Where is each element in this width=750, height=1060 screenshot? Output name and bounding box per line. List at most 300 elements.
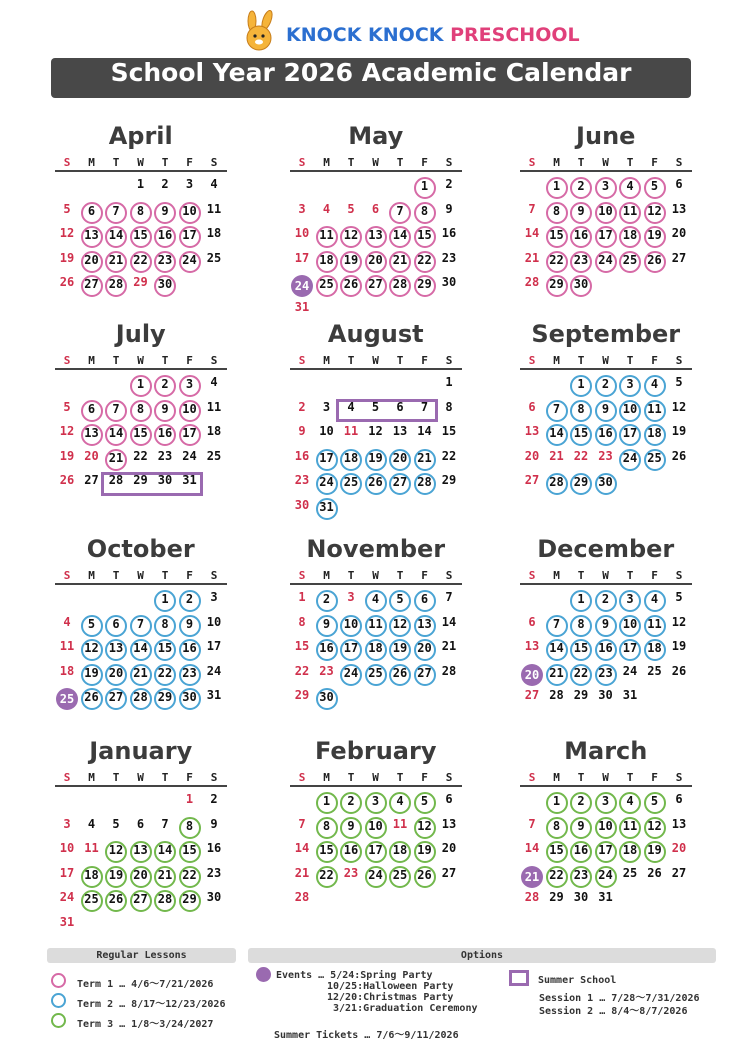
weekday-label: F [186,771,193,784]
weekday-label: W [602,569,609,582]
weekday-label: F [421,354,428,367]
calendar-day: 18 [389,841,411,863]
calendar-day: 19 [414,841,436,863]
month-name: April [108,122,173,150]
weekday-label: S [210,354,218,367]
calendar-day: 20 [524,448,540,463]
term3-swatch [51,1013,66,1028]
calendar-day: 1 [298,590,306,604]
calendar-day: 6 [81,202,103,224]
calendar-day: 23 [570,866,592,888]
calendar-day: 2 [316,590,338,612]
weekday-divider [290,583,462,585]
legend-options-title: Options [248,948,716,963]
calendar-day: 16 [179,639,201,661]
calendar-day: 3 [595,177,617,199]
calendar-day: 29 [179,890,201,912]
calendar-day: 17 [59,865,75,880]
calendar-day: 31 [206,688,222,702]
calendar-day: 18 [644,639,666,661]
calendar-day: 2 [298,399,306,414]
calendar-day: 10 [294,226,310,240]
school-logo [240,10,580,54]
calendar-day: 7 [105,202,127,224]
calendar-day: 20 [671,841,687,855]
calendar-day: 7 [546,400,568,422]
calendar-day: 12 [105,841,127,863]
weekday-label: M [88,354,95,367]
calendar-day: 15 [546,841,568,863]
calendar-day: 8 [130,400,152,422]
calendar-day: 12 [340,226,362,248]
calendar-day: 5 [347,201,355,216]
calendar-day: 9 [340,817,362,839]
calendar-day: 4 [210,177,218,191]
calendar-day: 5 [675,375,683,389]
calendar-day: 23 [570,251,592,273]
calendar-day: 20 [389,449,411,471]
calendar-day: 8 [546,817,568,839]
legend-session1: Session 1 … 7/28〜7/31/2026 [539,993,700,1004]
weekday-label: T [626,569,634,582]
month-august [290,320,470,514]
calendar-day: 8 [445,399,453,414]
calendar-day: 4 [322,201,331,216]
calendar-day: 27 [365,275,387,297]
calendar-day: 19 [59,448,75,463]
weekday-label: M [88,569,95,582]
weekday-label: F [651,569,658,582]
calendar-day: 27 [389,473,411,495]
month-name: February [315,737,437,765]
calendar-day: 27 [441,865,457,880]
calendar-day: 30 [316,688,338,710]
calendar-day: 22 [294,663,310,678]
weekday-label: W [137,771,144,784]
calendar-day: 1 [154,590,176,612]
calendar-day: 12 [59,424,75,438]
calendar-day: 30 [154,275,176,297]
calendar-day: 8 [570,400,592,422]
calendar-day: 1 [570,375,592,397]
calendar-day: 4 [365,590,387,612]
calendar-day: 11 [206,201,222,216]
weekday-divider [520,368,692,370]
weekday-label: T [161,569,169,582]
calendar-day: 12 [644,817,666,839]
weekday-divider [55,785,227,787]
calendar-day: 24 [291,275,313,297]
weekday-label: T [626,354,634,367]
calendar-day: 7 [546,615,568,637]
weekday-label: S [675,354,683,367]
calendar-day: 2 [340,792,362,814]
weekday-label: T [112,771,120,784]
calendar-day: 7 [389,202,411,224]
calendar-day: 22 [546,866,568,888]
calendar-day: 30 [294,497,310,512]
weekday-label: W [372,771,379,784]
weekday-label: M [553,771,560,784]
calendar-day: 17 [365,841,387,863]
calendar-day: 15 [570,639,592,661]
calendar-day: 24 [59,890,75,904]
calendar-day: 26 [59,275,75,289]
legend-term2: Term 2 … 8/17〜12/23/2026 [77,999,226,1010]
calendar-day: 29 [549,890,564,904]
calendar-day: 8 [298,614,306,629]
calendar-day: 22 [441,448,457,463]
calendar-day: 5 [63,399,71,414]
calendar-day: 16 [595,639,617,661]
calendar-day: 3 [298,201,306,216]
calendar-day: 14 [389,226,411,248]
calendar-day: 2 [570,177,592,199]
calendar-day: 27 [524,688,540,702]
calendar-day: 10 [619,615,641,637]
calendar-day: 7 [528,201,536,216]
calendar-day: 6 [396,399,404,414]
calendar-day: 18 [619,841,641,863]
calendar-day: 16 [206,841,222,855]
calendar-day: 28 [108,473,124,487]
weekday-label: T [577,156,585,169]
calendar-day: 19 [105,866,127,888]
weekday-label: W [137,354,144,367]
calendar-day: 18 [644,424,666,446]
legend-term3: Term 3 … 1/8〜3/24/2027 [77,1019,214,1030]
calendar-day: 19 [81,664,103,686]
calendar-day: 18 [316,251,338,273]
calendar-day: 27 [130,890,152,912]
weekday-label: T [577,771,585,784]
calendar-day: 25 [206,250,222,265]
calendar-day: 10 [365,817,387,839]
calendar-day: 29 [133,473,148,487]
calendar-day: 28 [130,688,152,710]
legend-event-2: 10/25:Halloween Party [327,981,454,992]
weekday-label: S [528,156,536,169]
calendar-day: 18 [81,866,103,888]
calendar-day: 14 [105,226,127,248]
calendar-day: 22 [570,664,592,686]
month-name: January [89,737,193,765]
calendar-day: 24 [182,448,197,463]
calendar-day: 22 [154,664,176,686]
calendar-day: 17 [619,424,641,446]
calendar-day: 10 [595,202,617,224]
calendar-day: 6 [136,816,145,831]
calendar-day: 5 [81,615,103,637]
calendar-day: 5 [644,177,666,199]
weekday-label: T [626,771,634,784]
calendar-day: 13 [524,639,540,653]
calendar-day: 2 [595,375,617,397]
calendar-day: 6 [675,792,683,806]
calendar-day: 11 [619,202,641,224]
calendar-day: 25 [622,865,638,880]
calendar-day: 11 [392,816,408,831]
calendar-day: 10 [179,202,201,224]
calendar-day: 3 [322,399,331,414]
calendar-day: 13 [105,639,127,661]
weekday-label: F [186,354,193,367]
calendar-day: 23 [157,448,173,463]
calendar-day: 11 [644,615,666,637]
calendar-day: 19 [365,449,387,471]
calendar-day: 3 [210,590,218,604]
calendar-day: 31 [622,688,638,702]
calendar-day: 12 [368,424,383,438]
weekday-label: M [323,771,330,784]
calendar-day: 23 [595,664,617,686]
calendar-day: 19 [59,250,75,265]
calendar-day: 9 [154,202,176,224]
calendar-day: 8 [130,202,152,224]
calendar-day: 4 [644,590,666,612]
calendar-day: 14 [130,639,152,661]
calendar-day: 1 [414,177,436,199]
weekday-label: W [602,354,609,367]
calendar-day: 1 [136,177,145,191]
calendar-day: 16 [294,448,310,463]
calendar-day: 26 [365,473,387,495]
calendar-day: 18 [206,226,222,240]
calendar-day: 17 [595,841,617,863]
calendar-day: 16 [570,226,592,248]
calendar-day: 21 [546,664,568,686]
calendar-day: 21 [521,866,543,888]
calendar-day: 17 [179,424,201,446]
calendar-day: 28 [524,890,540,904]
weekday-label: S [528,569,536,582]
calendar-day: 24 [365,866,387,888]
weekday-label: W [372,569,379,582]
calendar-day: 12 [389,615,411,637]
calendar-day: 5 [112,816,120,831]
calendar-day: 2 [445,177,453,191]
weekday-label: S [675,771,683,784]
calendar-day: 16 [570,841,592,863]
calendar-day: 12 [81,639,103,661]
weekday-label: F [421,156,428,169]
calendar-day: 5 [371,399,380,414]
calendar-day: 27 [105,688,127,710]
calendar-day: 25 [365,664,387,686]
calendar-day: 16 [595,424,617,446]
calendar-day: 31 [59,914,75,929]
weekday-label: T [347,156,355,169]
calendar-day: 7 [130,615,152,637]
calendar-day: 17 [206,639,222,653]
calendar-day: 31 [182,473,197,487]
month-november [290,535,470,725]
weekday-label: S [445,156,453,169]
weekday-label: S [675,156,683,169]
month-july [55,320,235,510]
calendar-day: 29 [570,473,592,495]
calendar-day: 4 [644,375,666,397]
calendar-day: 14 [294,841,310,855]
calendar-day: 6 [528,399,536,414]
month-february [290,737,470,927]
event-swatch [256,967,271,982]
weekday-label: S [63,569,71,582]
calendar-day: 28 [105,275,127,297]
calendar-day: 2 [161,177,169,191]
calendar-day: 15 [179,841,201,863]
calendar-day: 22 [130,251,152,273]
calendar-day: 25 [389,866,411,888]
calendar-day: 30 [573,890,589,904]
calendar-day: 26 [59,473,75,487]
calendar-day: 15 [316,841,338,863]
calendar-day: 30 [206,890,222,904]
calendar-day: 25 [340,473,362,495]
calendar-day: 20 [441,841,457,855]
calendar-day: 16 [340,841,362,863]
weekday-label: S [445,354,453,367]
page-title: School Year 2026 Academic Calendar [51,58,691,98]
calendar-day: 1 [546,792,568,814]
calendar-day: 4 [389,792,411,814]
calendar-day: 9 [570,817,592,839]
calendar-day: 30 [595,473,617,495]
weekday-divider [520,785,692,787]
calendar-day: 3 [179,375,201,397]
calendar-day: 27 [414,664,436,686]
calendar-day: 27 [81,275,103,297]
calendar-day: 29 [414,275,436,297]
calendar-day: 28 [441,663,457,678]
calendar-day: 31 [294,299,310,314]
calendar-day: 17 [340,639,362,661]
calendar-day: 31 [598,890,613,904]
calendar-day: 8 [414,202,436,224]
calendar-day: 4 [347,399,355,414]
calendar-day: 19 [671,639,687,653]
calendar-day: 21 [105,449,127,471]
calendar-day: 12 [414,817,436,839]
calendar-day: 4 [619,177,641,199]
calendar-day: 17 [294,250,310,265]
calendar-day: 23 [206,865,222,880]
calendar-day: 20 [671,226,687,240]
calendar-day: 7 [445,590,453,604]
weekday-label: T [161,354,169,367]
weekday-label: S [63,156,71,169]
weekday-label: S [210,156,218,169]
legend-summer-tickets: Summer Tickets … 7/6〜9/11/2026 [274,1030,459,1041]
calendar-day: 1 [546,177,568,199]
calendar-day: 23 [154,251,176,273]
calendar-day: 17 [179,226,201,248]
calendar-day: 3 [619,375,641,397]
weekday-label: S [298,156,306,169]
month-name: December [537,535,675,563]
weekday-label: S [210,569,218,582]
calendar-day: 5 [675,590,683,604]
calendar-day: 3 [365,792,387,814]
calendar-day: 12 [671,399,687,414]
calendar-day: 20 [130,866,152,888]
calendar-day: 17 [595,226,617,248]
calendar-day: 9 [316,615,338,637]
weekday-label: S [298,569,306,582]
weekday-label: W [137,569,144,582]
calendar-day: 15 [546,226,568,248]
calendar-day: 18 [619,226,641,248]
calendar-day: 24 [622,663,638,678]
logo-word-preschool: PRESCHOOL [450,24,580,46]
logo-word-knock: KNOCK KNOCK [286,24,451,46]
weekday-label: M [88,156,95,169]
calendar-day: 21 [414,449,436,471]
calendar-day: 23 [294,473,310,487]
calendar-day: 24 [340,664,362,686]
calendar-day: 20 [414,639,436,661]
weekday-label: M [553,156,560,169]
month-april [55,122,235,312]
weekday-label: F [651,156,658,169]
calendar-day: 3 [595,792,617,814]
calendar-day: 30 [179,688,201,710]
calendar-day: 5 [414,792,436,814]
weekday-label: T [112,569,120,582]
calendar-day: 19 [671,424,687,438]
calendar-day: 26 [81,688,103,710]
calendar-day: 6 [81,400,103,422]
weekday-label: F [186,156,193,169]
weekday-divider [520,170,692,172]
calendar-day: 3 [347,590,355,604]
month-name: June [576,122,636,150]
weekday-label: T [626,156,634,169]
legend-term1: Term 1 … 4/6〜7/21/2026 [77,979,214,990]
calendar-day: 8 [546,202,568,224]
calendar-day: 18 [365,639,387,661]
legend-event-3: 12/20:Christmas Party [327,992,454,1003]
calendar-day: 15 [130,226,152,248]
weekday-label: M [553,354,560,367]
calendar-day: 25 [644,449,666,471]
calendar-day: 21 [130,664,152,686]
calendar-day: 10 [340,615,362,637]
calendar-day: 28 [414,473,436,495]
calendar-day: 23 [179,664,201,686]
calendar-day: 19 [644,226,666,248]
calendar-day: 15 [570,424,592,446]
calendar-day: 30 [157,473,173,487]
calendar-day: 7 [528,816,536,831]
calendar-day: 12 [671,614,687,629]
weekday-label: T [577,354,585,367]
calendar-day: 13 [130,841,152,863]
weekday-label: T [396,354,404,367]
weekday-divider [55,170,227,172]
calendar-day: 21 [294,865,310,880]
calendar-day: 7 [161,816,169,831]
calendar-day: 7 [105,400,127,422]
summer-swatch [509,970,529,986]
weekday-label: F [651,771,658,784]
weekday-label: S [528,771,536,784]
calendar-day: 1 [570,590,592,612]
legend-regular-title: Regular Lessons [47,948,236,963]
calendar-day: 4 [210,375,218,389]
calendar-day: 25 [206,448,222,463]
weekday-label: S [528,354,536,367]
